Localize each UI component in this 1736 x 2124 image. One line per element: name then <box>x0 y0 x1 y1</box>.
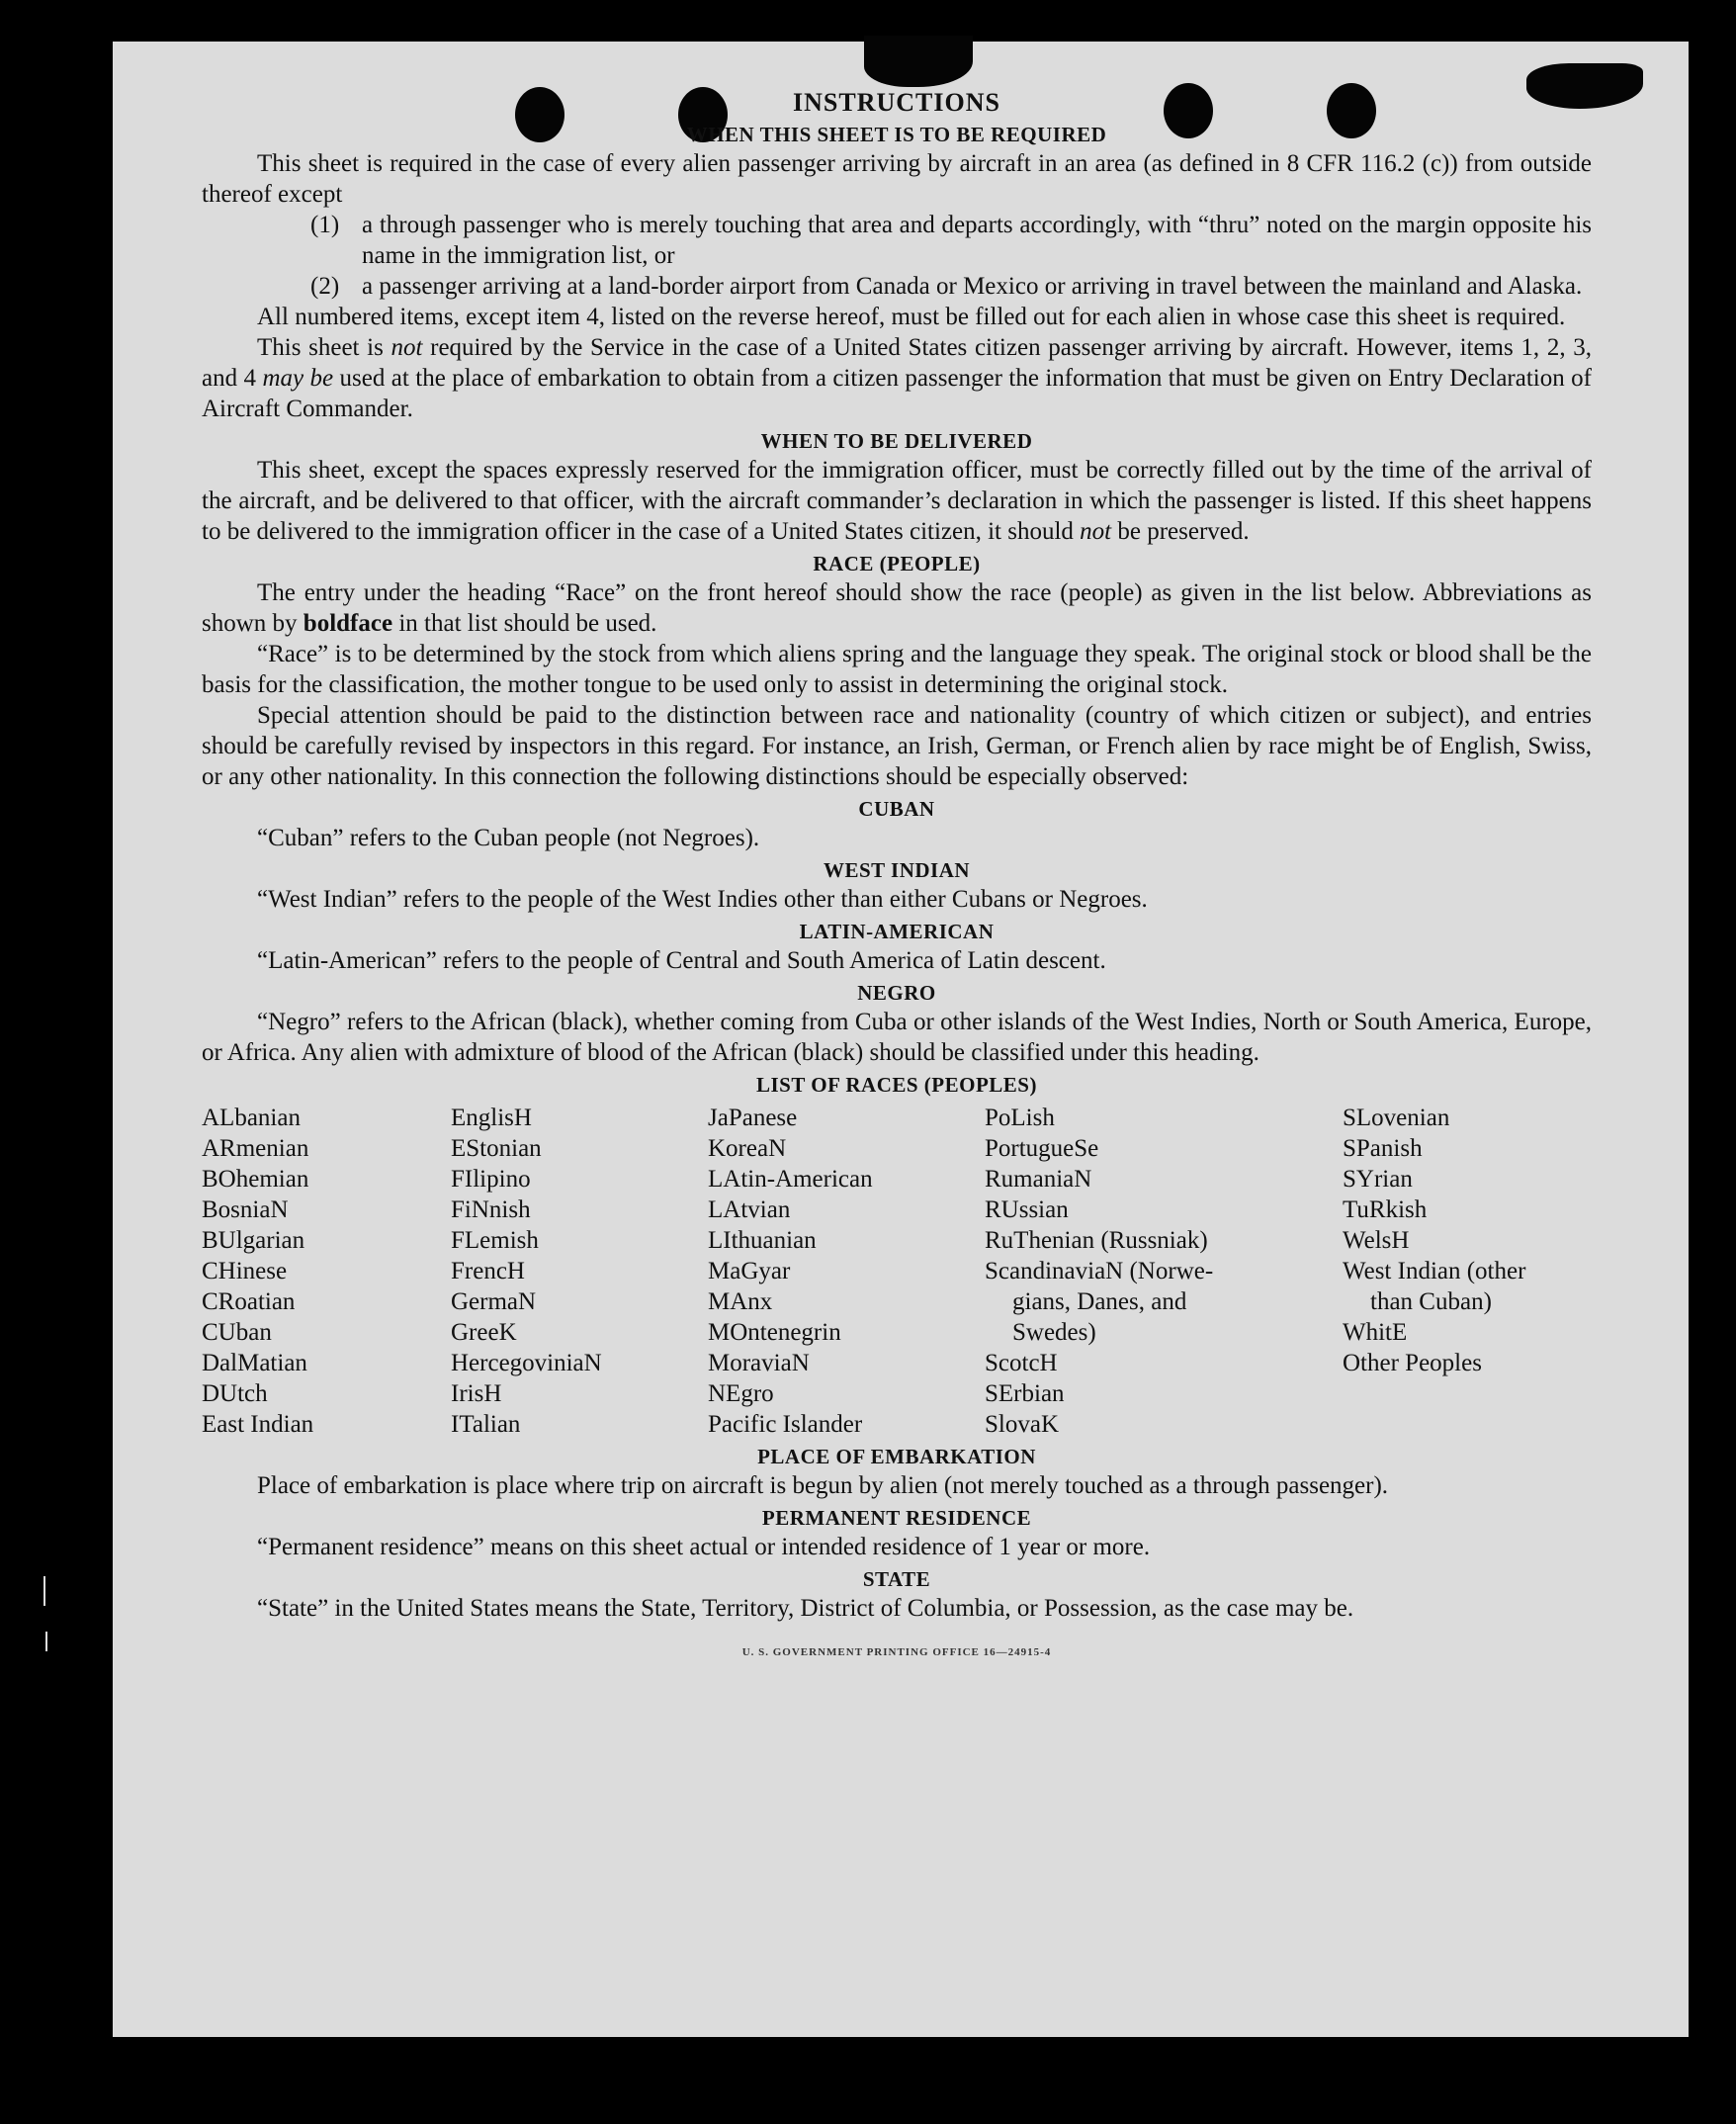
latin-american-definition: “Latin-American” refers to the people of Central and South America of Latin descent. <box>257 947 1106 974</box>
torn-paper-damage <box>864 36 973 87</box>
instructions-content <box>202 87 1592 1668</box>
race-entry: LAtvian <box>708 1196 791 1223</box>
section-heading-race: RACE (PEOPLE) <box>813 552 981 575</box>
race-column <box>985 1103 1343 1440</box>
race-entry: ALbanian <box>202 1105 301 1131</box>
race-entry-continued: gians, Danes, and <box>1012 1288 1187 1315</box>
edge-mark <box>43 1576 45 1606</box>
required-intro: This sheet is required in the case of every alien passenger arriving by aircraft in an area (as defined in 8 CFR 116.2 (c)) from outside thereof except <box>202 150 1592 208</box>
race-entry: DalMatian <box>202 1350 307 1376</box>
race-entry: LIthuanian <box>708 1227 817 1254</box>
race-entry: RumaniaN <box>985 1166 1092 1193</box>
race-paragraph: “Race” is to be determined by the stock from which aliens spring and the language they speak. The original stock or blood shall be the basis for the classification, the mother tongue to be used only to assist in determining the original stock. <box>202 641 1592 698</box>
race-entry: KoreaN <box>708 1135 787 1162</box>
race-entry: Pacific Islander <box>708 1411 863 1438</box>
race-entry: SYrian <box>1343 1166 1413 1193</box>
race-entry: LAtin-American <box>708 1166 873 1193</box>
race-entry: RuThenian (Russniak) <box>985 1227 1208 1254</box>
race-entry: SlovaK <box>985 1411 1059 1438</box>
edge-mark <box>45 1632 47 1651</box>
race-entry: MAnx <box>708 1288 773 1315</box>
section-heading-negro: NEGRO <box>857 981 936 1005</box>
exception-item: (1) a through passenger who is merely touching that area and departs accordingly, with “thru” noted on the margin opposite his name in the immigration list, or <box>310 212 1592 269</box>
negro-definition: “Negro” refers to the African (black), whether coming from Cuba or other islands of the West Indies, North or South America, Europe, or Africa. Any alien with admixture of blood of the African (black) should be classified under this heading. <box>202 1009 1592 1066</box>
race-entry: RUssian <box>985 1196 1069 1223</box>
race-entry: FLemish <box>451 1227 539 1254</box>
race-entry: TuRkish <box>1343 1196 1428 1223</box>
delivered-text: This sheet, except the spaces expressly reserved for the immigration officer, must be correctly filled out by the time of the arrival of the aircraft, and be delivered to that officer, with the aircraft commander’s declaration in which the passenger is listed. If this sheet happens to be delivered to the immigration officer in the case of a United States citizen, it should not be preserved. <box>202 457 1592 545</box>
race-entry: ScotcH <box>985 1350 1058 1376</box>
race-entry: MaGyar <box>708 1258 791 1284</box>
document-sheet <box>113 42 1689 2037</box>
section-heading-cuban: CUBAN <box>858 797 935 821</box>
section-heading-delivered: WHEN TO BE DELIVERED <box>760 429 1033 453</box>
race-entry: ARmenian <box>202 1135 309 1162</box>
race-entry: GreeK <box>451 1319 517 1346</box>
race-entry: JaPanese <box>708 1105 798 1131</box>
race-entry: WelsH <box>1343 1227 1410 1254</box>
printing-office-footer: U. S. GOVERNMENT PRINTING OFFICE 16—24915-4 <box>741 1646 1052 1658</box>
race-entry: NEgro <box>708 1380 774 1407</box>
race-entry: BOhemian <box>202 1166 309 1193</box>
race-entry: FrencH <box>451 1258 525 1284</box>
embarkation-definition: Place of embarkation is place where trip on aircraft is begun by alien (not merely touched as a through passenger). <box>257 1472 1389 1499</box>
race-entry: PoLish <box>985 1105 1055 1131</box>
race-column <box>1343 1103 1592 1440</box>
residence-definition: “Permanent residence” means on this sheet actual or intended residence of 1 year or more. <box>257 1534 1151 1560</box>
cuban-definition: “Cuban” refers to the Cuban people (not Negroes). <box>257 825 760 851</box>
race-entry: WhitE <box>1343 1319 1408 1346</box>
race-column <box>202 1103 451 1440</box>
race-entry: HercegoviniaN <box>451 1350 602 1376</box>
race-entry: FiNnish <box>451 1196 531 1223</box>
race-entry: PortugueSe <box>985 1135 1099 1162</box>
race-entry: MOntenegrin <box>708 1319 841 1346</box>
race-entry: EnglisH <box>451 1105 532 1131</box>
section-heading-state: STATE <box>862 1567 931 1591</box>
race-entry: SLovenian <box>1343 1105 1450 1131</box>
state-definition: “State” in the United States means the State, Territory, District of Columbia, or Possession, as the case may be. <box>257 1595 1354 1622</box>
race-column <box>451 1103 708 1440</box>
section-heading-list-of-races: LIST OF RACES (PEOPLES) <box>756 1073 1037 1097</box>
page-title: INSTRUCTIONS <box>793 88 1000 117</box>
race-entry: CHinese <box>202 1258 288 1284</box>
section-heading-required: WHEN THIS SHEET IS TO BE REQUIRED <box>686 123 1107 146</box>
section-heading-residence: PERMANENT RESIDENCE <box>761 1506 1032 1530</box>
race-entry: ITalian <box>451 1411 521 1438</box>
race-entry: SErbian <box>985 1380 1065 1407</box>
race-entry-continued: than Cuban) <box>1370 1288 1492 1315</box>
race-entry: SPanish <box>1343 1135 1423 1162</box>
section-heading-west-indian: WEST INDIAN <box>823 858 971 882</box>
race-entry: CUban <box>202 1319 272 1346</box>
race-column <box>708 1103 985 1440</box>
race-paragraph: The entry under the heading “Race” on the front hereof should show the race (people) as given in the list below. Abbreviations as shown by boldface in that list should be used. <box>202 579 1592 637</box>
race-entry: EStonian <box>451 1135 542 1162</box>
citizen-note: This sheet is not required by the Service in the case of a United States citizen passenger arriving by aircraft. However, items 1, 2, 3, and 4 may be used at the place of embarkation to obtain from a citizen passenger the information that must be given on Entry Declaration of Aircraft Commander. <box>202 334 1592 422</box>
exception-item: (2) a passenger arriving at a land-border airport from Canada or Mexico or arriving in travel between the mainland and Alaska. <box>310 273 1583 300</box>
race-entry: FIlipino <box>451 1166 531 1193</box>
races-list <box>202 1103 1592 1440</box>
race-entry: Other Peoples <box>1343 1350 1482 1376</box>
race-entry: BUlgarian <box>202 1227 305 1254</box>
race-entry: DUtch <box>202 1380 268 1407</box>
section-heading-latin-american: LATIN-AMERICAN <box>799 920 995 943</box>
race-entry: East Indian <box>202 1411 314 1438</box>
section-heading-embarkation: PLACE OF EMBARKATION <box>757 1445 1036 1468</box>
race-entry-continued: Swedes) <box>1012 1319 1096 1346</box>
race-entry: GermaN <box>451 1288 537 1315</box>
west-indian-definition: “West Indian” refers to the people of the West Indies other than either Cubans or Negroes. <box>257 886 1148 913</box>
race-entry: ScandinaviaN (Norwe- <box>985 1258 1214 1284</box>
race-entry: BosniaN <box>202 1196 289 1223</box>
numbered-items-note: All numbered items, except item 4, listed on the reverse hereof, must be filled out for each alien in whose case this sheet is required. <box>257 304 1566 330</box>
race-entry: IrisH <box>451 1380 502 1407</box>
race-entry: West Indian (other <box>1343 1258 1526 1284</box>
race-entry: CRoatian <box>202 1288 296 1315</box>
race-entry: MoraviaN <box>708 1350 810 1376</box>
race-paragraph: Special attention should be paid to the distinction between race and nationality (country of which citizen or subject), and entries should be carefully revised by inspectors in this regard. For instance, an Irish, German, or French alien by race might be of English, Swiss, or any other nationality. In this connection the following distinctions should be especially observed: <box>202 702 1592 790</box>
